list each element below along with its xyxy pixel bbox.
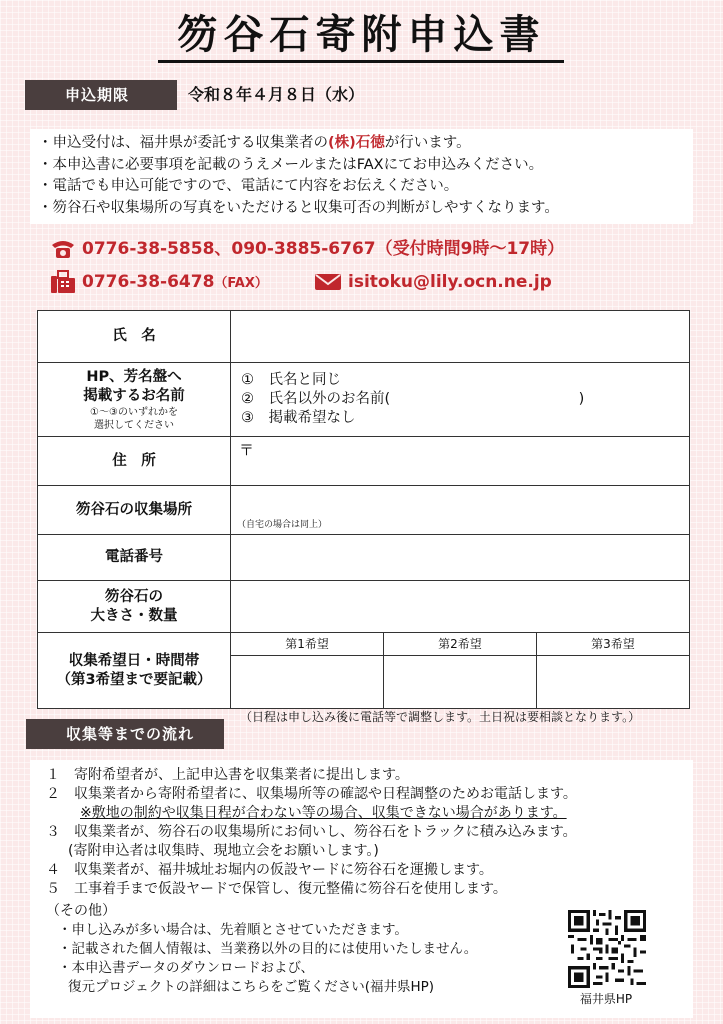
display-name-label: [38, 363, 231, 437]
fax-suffix: （FAX）: [214, 276, 268, 291]
schedule-label: [38, 633, 231, 709]
display-name-hint-2: 選択してください: [94, 419, 174, 431]
size-label-2: 大きさ・数量: [90, 607, 178, 624]
schedule-label-2: （第3希望まで要記載）: [56, 671, 212, 688]
flow-label: 収集等までの流れ: [26, 719, 224, 749]
display-name-hint-1: ①～③のいずれかを: [90, 406, 178, 418]
size-field[interactable]: [231, 581, 690, 633]
company-name: (株)石徳: [328, 135, 385, 151]
phone-icon: [50, 238, 76, 260]
flow-step-5: ５ 工事着手まで仮設ヤードで保管し、復元整備に笏谷石を使用します。: [46, 881, 507, 897]
notice-line-1: [38, 133, 685, 155]
collection-place-field[interactable]: [231, 486, 690, 535]
title-underline: [158, 60, 564, 63]
other-heading: （その他）: [46, 903, 116, 919]
flow-step-2: ２ 収集業者から寄附希望者に、収集場所等の確認や日程調整のためお電話します。: [46, 786, 577, 802]
collection-place-note: （自宅の場合は同上）: [237, 520, 328, 530]
notice-line-2: ・本申込書に必要事項を記載のうえメールまたはFAXにてお申込みください。: [38, 156, 544, 173]
notice-line-3: ・電話でも申込可能ですので、電話にて内容をお伝えください。: [38, 178, 459, 194]
name-field[interactable]: [231, 311, 690, 363]
flow-step-1: １ 寄附希望者が、上記申込書を収集業者に提出します。: [46, 767, 409, 783]
other-note-3b[interactable]: 復元プロジェクトの詳細はこちらをご覧ください(福井県HP): [68, 979, 435, 995]
flow-step-2-note: ※敷地の制約や収集日程が合わない等の場合、収集できない場合があります。: [80, 805, 567, 821]
preference-3-field[interactable]: [536, 655, 689, 708]
other-note-3a: ・本申込書データのダウンロードおよび、: [58, 960, 314, 976]
display-name-label-2: 掲載するお名前: [83, 387, 185, 404]
address-label: 住 所: [38, 437, 231, 486]
flow-step-4: ４ 収集業者が、福井城址お堀内の仮設ヤードに笏谷石を運搬します。: [46, 862, 493, 878]
name-label: 氏 名: [38, 311, 231, 363]
notice-line-1-post: が行います。: [384, 135, 471, 151]
preference-3-header: 第3希望: [536, 633, 689, 655]
deadline-label: 申込期限: [25, 80, 177, 110]
option-other-name[interactable]: ② 氏名以外のお名前( ): [241, 391, 585, 407]
notice-line-4: ・笏谷石や収集場所の写真をいただけると収集可否の判断がしやすくなります。: [38, 199, 559, 216]
notice-box: [30, 129, 693, 224]
postal-mark: 〒: [239, 441, 255, 459]
fax-icon: [50, 270, 76, 294]
phone-field[interactable]: [231, 535, 690, 581]
schedule-grid: [231, 633, 690, 709]
preference-1-field[interactable]: [231, 655, 384, 708]
qr-caption: 福井県HP: [579, 992, 633, 1006]
preference-2-field[interactable]: [384, 655, 537, 708]
schedule-label-1: 収集希望日・時間帯: [68, 652, 200, 669]
phone-numbers[interactable]: 0776-38-5858、090-3885-6767（受付時間9時～17時）: [82, 239, 565, 259]
application-form: [37, 310, 690, 709]
option-no-display[interactable]: ③ 掲載希望なし: [241, 410, 356, 426]
display-name-options: [231, 363, 690, 437]
other-note-2: ・記載された個人情報は、当業務以外の目的には使用いたしません。: [58, 941, 478, 957]
address-field[interactable]: [231, 437, 690, 486]
qr-code[interactable]: [568, 910, 646, 988]
phone-line: [50, 236, 564, 262]
notice-line-1-pre: ・申込受付は、福井県が委託する収集業者の: [38, 135, 328, 151]
other-note-1: ・申し込みが多い場合は、先着順とさせていただきます。: [58, 922, 408, 938]
fax-number: 0776-38-6478: [82, 272, 215, 292]
collection-place-label: 笏谷石の収集場所: [38, 486, 231, 535]
mail-icon: [314, 272, 342, 292]
preference-2-header: 第2希望: [384, 633, 537, 655]
schedule-note: （日程は申し込み後に電話等で調整します。土日祝は要相談となります。）: [240, 710, 641, 724]
page-title: 笏谷石寄附申込書: [177, 12, 546, 58]
fax-line: [50, 269, 268, 297]
flow-step-3-note: (寄附申込者は収集時、現地立会をお願いします。): [68, 843, 379, 859]
phone-label: 電話番号: [38, 535, 231, 581]
flow-step-3: ３ 収集業者が、笏谷石の収集場所にお伺いし、笏谷石をトラックに積み込みます。: [46, 824, 577, 840]
size-label: [38, 581, 231, 633]
size-label-1: 笏谷石の: [105, 588, 163, 605]
email-line: [314, 269, 552, 295]
deadline-value: 令和８年４月８日（水）: [188, 85, 365, 104]
display-name-label-1: HP、芳名盤へ: [86, 368, 182, 385]
email-address[interactable]: isitoku@lily.ocn.ne.jp: [348, 272, 552, 292]
preference-1-header: 第1希望: [231, 633, 384, 655]
option-same-name[interactable]: ① 氏名と同じ: [241, 372, 341, 388]
